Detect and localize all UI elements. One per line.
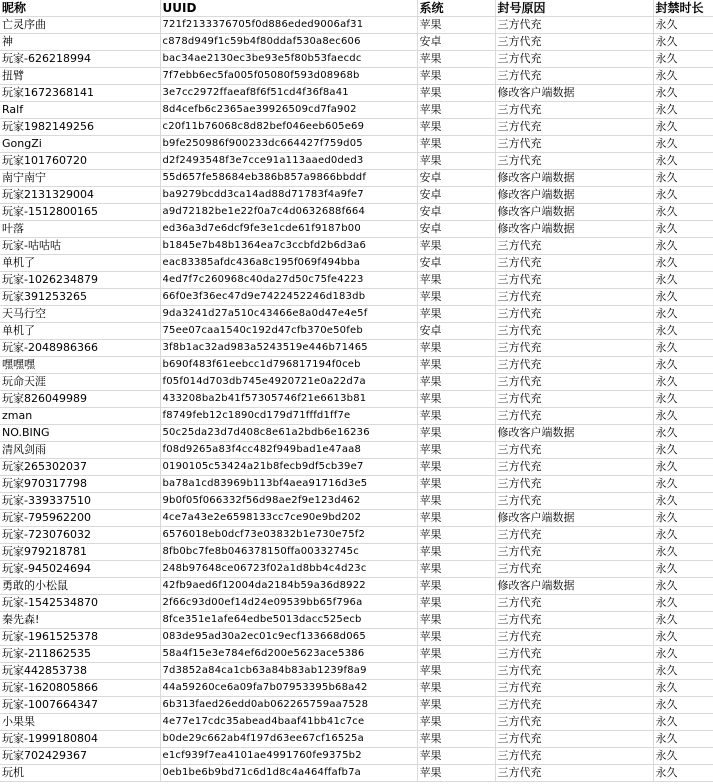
cell-ban-reason: 三方代充 (495, 68, 653, 85)
header-system: 系统 (417, 0, 495, 17)
cell-ban-duration: 永久 (653, 408, 713, 425)
table-row (0, 272, 713, 289)
cell-ban-duration: 永久 (653, 238, 713, 255)
cell-ban-reason: 修改客户端数据 (495, 85, 653, 102)
cell-nickname: 玩家-211862535 (0, 646, 160, 663)
cell-nickname: NO.BING (0, 425, 160, 442)
cell-ban-reason: 三方代充 (495, 748, 653, 765)
cell-ban-reason: 修改客户端数据 (495, 510, 653, 527)
cell-uuid: 6b313faed26edd0ab062265759aa7528 (160, 697, 417, 714)
cell-system: 安卓 (417, 323, 495, 340)
cell-uuid: bac34ae2130ec3be93e5f80b53faecdc (160, 51, 417, 68)
cell-ban-duration: 永久 (653, 306, 713, 323)
table-row (0, 476, 713, 493)
cell-system: 苹果 (417, 391, 495, 408)
cell-ban-reason: 三方代充 (495, 323, 653, 340)
header-uuid: UUID (160, 0, 417, 17)
cell-ban-duration: 永久 (653, 204, 713, 221)
cell-nickname: GongZi (0, 136, 160, 153)
table-row (0, 544, 713, 561)
cell-ban-duration: 永久 (653, 476, 713, 493)
cell-ban-reason: 三方代充 (495, 442, 653, 459)
cell-nickname: 玩家-339337510 (0, 493, 160, 510)
cell-uuid: 7d3852a84ca1cb63a84b83ab1239f8a9 (160, 663, 417, 680)
cell-uuid: 58a4f15e3e784ef6d200e5623ace5386 (160, 646, 417, 663)
table-row (0, 748, 713, 765)
cell-ban-duration: 永久 (653, 629, 713, 646)
cell-uuid: 8fb0bc7fe8b046378150ffa00332745c (160, 544, 417, 561)
table-row (0, 51, 713, 68)
cell-ban-reason: 修改客户端数据 (495, 425, 653, 442)
cell-uuid: e1cf939f7ea4101ae4991760fe9375b2 (160, 748, 417, 765)
cell-system: 苹果 (417, 578, 495, 595)
table-row (0, 238, 713, 255)
cell-system: 安卓 (417, 187, 495, 204)
cell-nickname: 玩家-945024694 (0, 561, 160, 578)
cell-system: 苹果 (417, 612, 495, 629)
cell-ban-duration: 永久 (653, 578, 713, 595)
cell-system: 苹果 (417, 493, 495, 510)
cell-nickname: 小果果 (0, 714, 160, 731)
table-row (0, 68, 713, 85)
table-row (0, 442, 713, 459)
cell-ban-reason: 三方代充 (495, 238, 653, 255)
cell-ban-duration: 永久 (653, 731, 713, 748)
cell-system: 苹果 (417, 357, 495, 374)
cell-ban-reason: 三方代充 (495, 357, 653, 374)
table-row (0, 714, 713, 731)
cell-system: 苹果 (417, 765, 495, 782)
cell-nickname: 南宁南宁 (0, 170, 160, 187)
cell-nickname: 玩命天涯 (0, 374, 160, 391)
cell-ban-duration: 永久 (653, 323, 713, 340)
cell-uuid: 55d657fe58684eb386b857a9866bbddf (160, 170, 417, 187)
cell-ban-duration: 永久 (653, 221, 713, 238)
table-row (0, 646, 713, 663)
cell-system: 安卓 (417, 170, 495, 187)
cell-uuid: 42fb9aed6f12004da2184b59a36d8922 (160, 578, 417, 595)
cell-uuid: 433208ba2b41f57305746f21e6613b81 (160, 391, 417, 408)
cell-nickname: 玩家-723076032 (0, 527, 160, 544)
cell-uuid: 8fce351e1afe64edbe5013dacc525ecb (160, 612, 417, 629)
cell-system: 苹果 (417, 136, 495, 153)
cell-uuid: 75ee07caa1540c192d47cfb370e50feb (160, 323, 417, 340)
cell-system: 苹果 (417, 425, 495, 442)
cell-ban-reason: 修改客户端数据 (495, 204, 653, 221)
cell-system: 苹果 (417, 153, 495, 170)
table-row (0, 663, 713, 680)
cell-nickname: 玩家-2048986366 (0, 340, 160, 357)
cell-ban-reason: 三方代充 (495, 391, 653, 408)
cell-system: 苹果 (417, 527, 495, 544)
cell-ban-reason: 三方代充 (495, 119, 653, 136)
cell-nickname: 玩机 (0, 765, 160, 782)
cell-ban-duration: 永久 (653, 272, 713, 289)
table-row (0, 527, 713, 544)
cell-uuid: b1845e7b48b1364ea7c3ccbfd2b6d3a6 (160, 238, 417, 255)
table-row (0, 340, 713, 357)
header-row (0, 0, 713, 17)
cell-uuid: 9da3241d27a510c43466e8a0d47e4e5f (160, 306, 417, 323)
cell-uuid: f08d9265a83f4cc482f949bad1e47aa8 (160, 442, 417, 459)
cell-system: 苹果 (417, 289, 495, 306)
cell-uuid: d2f2493548f3e7cce91a113aaed0ded3 (160, 153, 417, 170)
cell-nickname: 扭臂 (0, 68, 160, 85)
cell-nickname: 亡灵序曲 (0, 17, 160, 34)
cell-uuid: a9d72182be1e22f0a7c4d0632688f664 (160, 204, 417, 221)
cell-ban-reason: 三方代充 (495, 255, 653, 272)
cell-ban-duration: 永久 (653, 17, 713, 34)
cell-ban-reason: 三方代充 (495, 663, 653, 680)
cell-nickname: 玩家970317798 (0, 476, 160, 493)
cell-system: 苹果 (417, 68, 495, 85)
cell-uuid: b0de29c662ab4f197d63ee67cf16525a (160, 731, 417, 748)
table-row (0, 17, 713, 34)
cell-system: 安卓 (417, 255, 495, 272)
cell-nickname: zman (0, 408, 160, 425)
cell-ban-duration: 永久 (653, 102, 713, 119)
cell-ban-reason: 修改客户端数据 (495, 170, 653, 187)
cell-ban-duration: 永久 (653, 85, 713, 102)
cell-ban-reason: 三方代充 (495, 340, 653, 357)
cell-ban-reason: 三方代充 (495, 153, 653, 170)
cell-ban-reason: 三方代充 (495, 595, 653, 612)
cell-ban-duration: 永久 (653, 289, 713, 306)
cell-system: 苹果 (417, 561, 495, 578)
table-row (0, 136, 713, 153)
cell-system: 安卓 (417, 204, 495, 221)
cell-uuid: 4e77e17cdc35abead4baaf41bb41c7ce (160, 714, 417, 731)
cell-nickname: 玩家-626218994 (0, 51, 160, 68)
cell-uuid: b690f483f61eebcc1d796817194f0ceb (160, 357, 417, 374)
cell-ban-reason: 三方代充 (495, 289, 653, 306)
cell-ban-duration: 永久 (653, 680, 713, 697)
cell-uuid: 7f7ebb6ec5fa005f05080f593d08968b (160, 68, 417, 85)
cell-uuid: 3e7cc2972ffaeaf8f6f51cd4f36f8a41 (160, 85, 417, 102)
cell-uuid: eac83385afdc436a8c195f069f494bba (160, 255, 417, 272)
cell-uuid: f8749feb12c1890cd179d71fffd1ff7e (160, 408, 417, 425)
cell-ban-reason: 三方代充 (495, 51, 653, 68)
cell-nickname: 玩家442853738 (0, 663, 160, 680)
cell-system: 苹果 (417, 51, 495, 68)
table-row (0, 34, 713, 51)
cell-system: 苹果 (417, 680, 495, 697)
cell-system: 苹果 (417, 442, 495, 459)
cell-ban-duration: 永久 (653, 187, 713, 204)
cell-system: 苹果 (417, 408, 495, 425)
cell-uuid: c20f11b76068c8d82bef046eeb605e69 (160, 119, 417, 136)
cell-ban-reason: 三方代充 (495, 136, 653, 153)
table-row (0, 493, 713, 510)
cell-ban-reason: 三方代充 (495, 561, 653, 578)
cell-ban-reason: 三方代充 (495, 714, 653, 731)
cell-nickname: 嘿嘿嘿 (0, 357, 160, 374)
cell-nickname: 玩家826049989 (0, 391, 160, 408)
cell-nickname: 叶落 (0, 221, 160, 238)
cell-ban-reason: 三方代充 (495, 646, 653, 663)
cell-system: 苹果 (417, 272, 495, 289)
table-row (0, 459, 713, 476)
cell-uuid: 0190105c53424a21b8fecb9df5cb39e7 (160, 459, 417, 476)
table-row (0, 85, 713, 102)
cell-nickname: 单机了 (0, 255, 160, 272)
cell-uuid: 083de95ad30a2ec01c9ecf133668d065 (160, 629, 417, 646)
table-row (0, 357, 713, 374)
cell-ban-reason: 三方代充 (495, 17, 653, 34)
cell-system: 苹果 (417, 510, 495, 527)
cell-ban-duration: 永久 (653, 357, 713, 374)
cell-ban-reason: 三方代充 (495, 765, 653, 782)
cell-ban-reason: 三方代充 (495, 612, 653, 629)
table-row (0, 578, 713, 595)
cell-ban-duration: 永久 (653, 765, 713, 782)
table-row (0, 187, 713, 204)
cell-ban-reason: 三方代充 (495, 527, 653, 544)
table-row (0, 153, 713, 170)
cell-nickname: 勇敢的小松鼠 (0, 578, 160, 595)
table-row (0, 255, 713, 272)
cell-nickname: 玩家-1999180804 (0, 731, 160, 748)
cell-uuid: f05f014d703db745e4920721e0a22d7a (160, 374, 417, 391)
header-nickname: 昵称 (0, 0, 160, 17)
header-ban-duration: 封禁时长 (653, 0, 713, 17)
cell-uuid: 721f2133376705f0d886eded9006af31 (160, 17, 417, 34)
cell-ban-duration: 永久 (653, 714, 713, 731)
cell-system: 苹果 (417, 374, 495, 391)
cell-ban-duration: 永久 (653, 340, 713, 357)
cell-system: 苹果 (417, 629, 495, 646)
cell-ban-reason: 三方代充 (495, 374, 653, 391)
table-row (0, 765, 713, 782)
cell-ban-duration: 永久 (653, 170, 713, 187)
cell-nickname: 玩家-1620805866 (0, 680, 160, 697)
cell-ban-duration: 永久 (653, 425, 713, 442)
cell-uuid: ba9279bcdd3ca14ad88d71783f4a9fe7 (160, 187, 417, 204)
cell-ban-duration: 永久 (653, 663, 713, 680)
table-row (0, 306, 713, 323)
cell-uuid: 9b0f05f066332f56d98ae2f9e123d462 (160, 493, 417, 510)
cell-nickname: 玩家-咕咕咕 (0, 238, 160, 255)
cell-system: 苹果 (417, 340, 495, 357)
cell-ban-duration: 永久 (653, 153, 713, 170)
cell-ban-reason: 三方代充 (495, 731, 653, 748)
table-row (0, 561, 713, 578)
cell-nickname: 玩家-1542534870 (0, 595, 160, 612)
cell-ban-duration: 永久 (653, 595, 713, 612)
header-ban-reason: 封号原因 (495, 0, 653, 17)
cell-ban-duration: 永久 (653, 561, 713, 578)
cell-ban-reason: 修改客户端数据 (495, 187, 653, 204)
cell-system: 苹果 (417, 238, 495, 255)
table-row (0, 697, 713, 714)
cell-ban-reason: 三方代充 (495, 544, 653, 561)
cell-nickname: 玩家-1512800165 (0, 204, 160, 221)
table-row (0, 391, 713, 408)
cell-uuid: 66f0e3f36ec47d9e7422452246d183db (160, 289, 417, 306)
cell-ban-duration: 永久 (653, 510, 713, 527)
cell-ban-duration: 永久 (653, 34, 713, 51)
cell-uuid: 8d4cefb6c2365ae39926509cd7fa902 (160, 102, 417, 119)
table-row (0, 680, 713, 697)
cell-system: 苹果 (417, 306, 495, 323)
cell-uuid: b9fe250986f900233dc664427f759d05 (160, 136, 417, 153)
cell-ban-reason: 三方代充 (495, 34, 653, 51)
cell-ban-duration: 永久 (653, 51, 713, 68)
cell-nickname: 玩家-1961525378 (0, 629, 160, 646)
cell-nickname: 玩家702429367 (0, 748, 160, 765)
table-row (0, 119, 713, 136)
cell-nickname: 玩家979218781 (0, 544, 160, 561)
cell-nickname: 玩家1672368141 (0, 85, 160, 102)
table-row (0, 221, 713, 238)
cell-system: 苹果 (417, 119, 495, 136)
cell-system: 苹果 (417, 748, 495, 765)
cell-nickname: 天马行空 (0, 306, 160, 323)
table-row (0, 102, 713, 119)
cell-system: 苹果 (417, 731, 495, 748)
cell-uuid: ed36a3d7e6dcf9fe3e1cde61f9187b00 (160, 221, 417, 238)
cell-ban-duration: 永久 (653, 136, 713, 153)
table-row (0, 289, 713, 306)
cell-ban-reason: 三方代充 (495, 459, 653, 476)
cell-system: 苹果 (417, 714, 495, 731)
cell-system: 苹果 (417, 85, 495, 102)
cell-nickname: 神 (0, 34, 160, 51)
cell-ban-duration: 永久 (653, 612, 713, 629)
cell-system: 苹果 (417, 544, 495, 561)
cell-ban-duration: 永久 (653, 748, 713, 765)
table-row (0, 595, 713, 612)
cell-ban-duration: 永久 (653, 697, 713, 714)
cell-ban-duration: 永久 (653, 527, 713, 544)
cell-uuid: 2f66c93d00ef14d24e09539bb65f796a (160, 595, 417, 612)
cell-ban-reason: 三方代充 (495, 493, 653, 510)
table-row (0, 170, 713, 187)
cell-ban-reason: 三方代充 (495, 680, 653, 697)
table-row (0, 204, 713, 221)
cell-uuid: 4ce7a43e2e6598133cc7ce90e9bd202 (160, 510, 417, 527)
cell-uuid: 3f8b1ac32ad983a5243519e446b71465 (160, 340, 417, 357)
cell-system: 苹果 (417, 102, 495, 119)
cell-uuid: 44a59260ce6a09fa7b07953395b68a42 (160, 680, 417, 697)
cell-system: 苹果 (417, 459, 495, 476)
cell-nickname: 玩家-795962200 (0, 510, 160, 527)
cell-nickname: 玩家101760720 (0, 153, 160, 170)
cell-system: 安卓 (417, 34, 495, 51)
cell-uuid: c878d949f1c59b4f80ddaf530a8ec606 (160, 34, 417, 51)
cell-uuid: 4ed7f7c260968c40da27d50c75fe4223 (160, 272, 417, 289)
cell-nickname: 单机了 (0, 323, 160, 340)
table-row (0, 731, 713, 748)
cell-ban-duration: 永久 (653, 459, 713, 476)
cell-uuid: 50c25da23d7d408c8e61a2bdb6e16236 (160, 425, 417, 442)
cell-ban-reason: 修改客户端数据 (495, 578, 653, 595)
cell-ban-reason: 三方代充 (495, 697, 653, 714)
cell-ban-duration: 永久 (653, 544, 713, 561)
cell-ban-duration: 永久 (653, 374, 713, 391)
cell-ban-duration: 永久 (653, 391, 713, 408)
cell-nickname: 玩家391253265 (0, 289, 160, 306)
cell-nickname: Ralf (0, 102, 160, 119)
cell-uuid: 248b97648ce06723f02a1d8bb4c4d23c (160, 561, 417, 578)
cell-uuid: 0eb1be6b9bd71c6d1d8c4a464ffafb7a (160, 765, 417, 782)
cell-system: 苹果 (417, 595, 495, 612)
table-row (0, 408, 713, 425)
cell-nickname: 秦先森! (0, 612, 160, 629)
cell-ban-duration: 永久 (653, 646, 713, 663)
cell-ban-duration: 永久 (653, 442, 713, 459)
table-row (0, 510, 713, 527)
cell-ban-duration: 永久 (653, 255, 713, 272)
table-row (0, 425, 713, 442)
cell-ban-reason: 三方代充 (495, 476, 653, 493)
cell-system: 苹果 (417, 697, 495, 714)
cell-ban-reason: 三方代充 (495, 408, 653, 425)
cell-nickname: 玩家265302037 (0, 459, 160, 476)
cell-nickname: 玩家-1007664347 (0, 697, 160, 714)
table-row (0, 612, 713, 629)
cell-ban-duration: 永久 (653, 68, 713, 85)
cell-ban-duration: 永久 (653, 119, 713, 136)
cell-ban-reason: 三方代充 (495, 306, 653, 323)
table-row (0, 374, 713, 391)
cell-uuid: ba78a1cd83969b113bf4aea91716d3e5 (160, 476, 417, 493)
cell-nickname: 玩家1982149256 (0, 119, 160, 136)
cell-system: 苹果 (417, 663, 495, 680)
cell-uuid: 6576018eb0dcf73e03832b1e730e75f2 (160, 527, 417, 544)
cell-ban-duration: 永久 (653, 493, 713, 510)
cell-ban-reason: 三方代充 (495, 629, 653, 646)
cell-system: 苹果 (417, 646, 495, 663)
cell-system: 苹果 (417, 17, 495, 34)
table-row (0, 629, 713, 646)
cell-nickname: 玩家2131329004 (0, 187, 160, 204)
cell-system: 苹果 (417, 476, 495, 493)
cell-ban-reason: 三方代充 (495, 102, 653, 119)
table-row (0, 323, 713, 340)
cell-system: 安卓 (417, 221, 495, 238)
cell-nickname: 清风剑雨 (0, 442, 160, 459)
cell-ban-reason: 修改客户端数据 (495, 221, 653, 238)
cell-nickname: 玩家-1026234879 (0, 272, 160, 289)
cell-ban-reason: 三方代充 (495, 272, 653, 289)
